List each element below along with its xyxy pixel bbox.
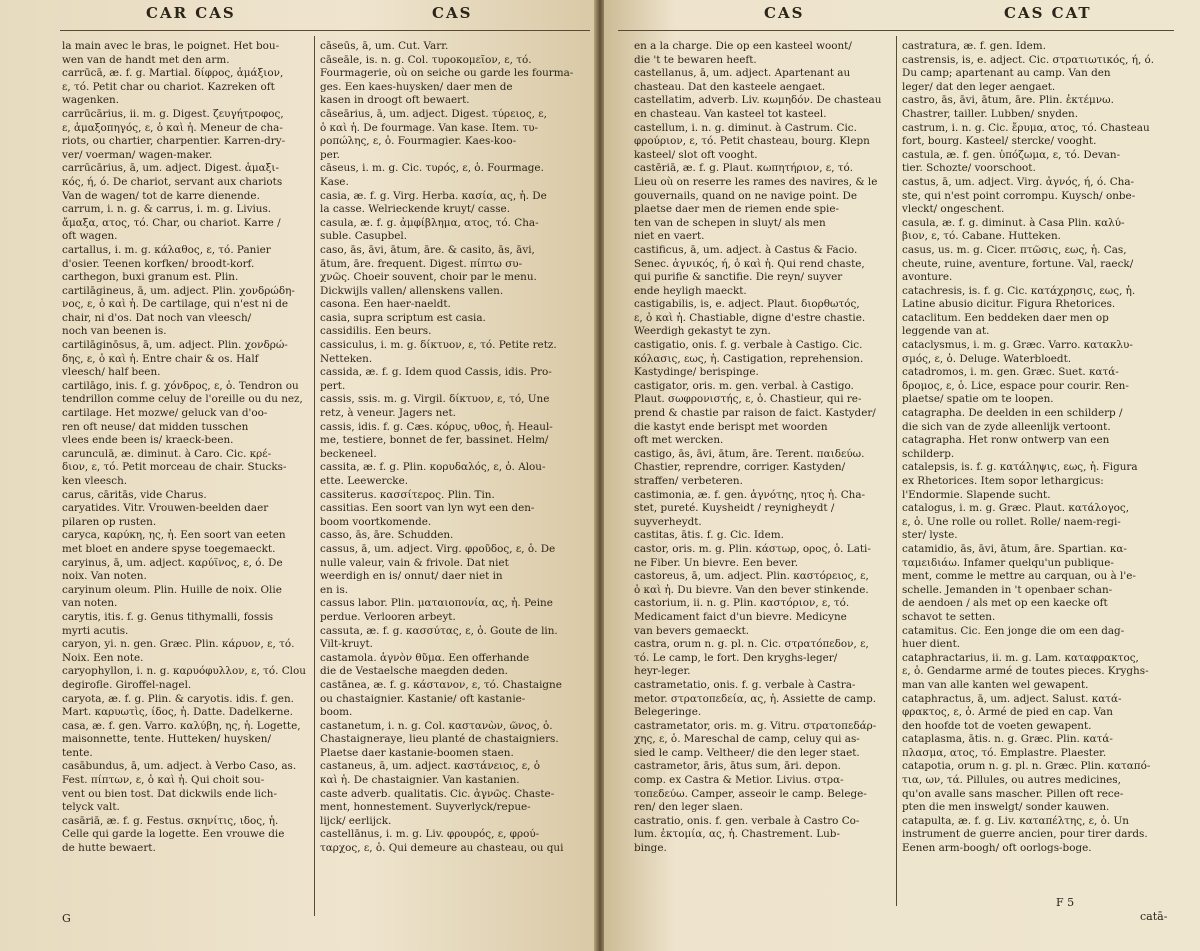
dictionary-line: Fest. πίπτων, ε, ὁ καὶ ἡ. Qui choit sou- — [62, 774, 265, 787]
dictionary-line: cassus labor. Plin. ματαιοπονία, ας, ἡ. Peine — [320, 597, 553, 610]
left-header-rule — [60, 30, 590, 31]
left-column-1 — [62, 40, 308, 856]
dictionary-line: me, testiere, bonnet de fer, bassinet. Helm/ — [320, 434, 549, 447]
dictionary-line: castratura, æ. f. gen. Idem. — [902, 40, 1046, 52]
dictionary-line: leger/ dat den leger aengaet. — [902, 80, 1056, 93]
dictionary-line: stet, pureté. Kuysheidt / reynigheydt / — [634, 502, 835, 515]
dictionary-line: beckeneel. — [320, 447, 377, 460]
dictionary-line: casula, æ. f. g. ἀμφίβλημα, ατος, τό. Cha- — [320, 216, 539, 229]
dictionary-line: die kastyt ende berispt met woorden — [634, 420, 828, 433]
dictionary-line: cassida, æ. f. g. Idem quod Cassis, idis. Pro- — [320, 366, 552, 379]
dictionary-line: Medicament faict d'un bievre. Medicyne — [634, 610, 847, 623]
dictionary-line: catamitus. Cic. Een jonge die om een dag- — [902, 624, 1125, 637]
dictionary-line: ou chastaignier. Kastanie/ oft kastanie- — [320, 692, 526, 705]
dictionary-line: kasteel/ slot oft vooght. — [634, 148, 758, 161]
dictionary-line: van noten. — [62, 597, 118, 610]
dictionary-line: Netteken. — [320, 352, 373, 365]
dictionary-line: ver/ voerman/ wagen-maker. — [62, 148, 213, 161]
dictionary-line: cāseāle, is. n. g. Col. τυροκομεῖον, ε, τό. — [320, 53, 532, 66]
dictionary-line: noch van beenen is. — [62, 325, 167, 338]
dictionary-line: carytis, itis. f. g. Genus tithymalli, fossis — [62, 610, 274, 623]
dictionary-line: weerdigh en is/ onnut/ daer niet in — [320, 570, 503, 583]
dictionary-line: caryca, καρύκη, ης, ἡ. Een soort van eeten — [62, 529, 286, 542]
dictionary-line: Du camp; apartenant au camp. Van den — [902, 67, 1111, 80]
dictionary-line: ex Rhetorices. Item sopor lethargicus: — [902, 475, 1104, 487]
dictionary-line: pert. — [320, 379, 346, 392]
dictionary-line: Fourmagerie, où on seiche ou garde les fourma- — [320, 67, 574, 80]
dictionary-line: castellum, i. n. g. diminut. à Castrum. Cic. — [634, 121, 857, 134]
dictionary-line: straffen/ verbeteren. — [634, 475, 743, 487]
dictionary-line: catalepsis, is. f. g. κατάληψις, εως, ἡ. Figura — [902, 461, 1138, 474]
dictionary-line: Celle qui garde la logette. Een vrouwe die — [62, 828, 285, 841]
dictionary-line: φρακτος, ε, ὁ. Armé de pied en cap. Van — [902, 706, 1113, 719]
dictionary-line: cataphractarius, ii. m. g. Lam. καταφρακτος, — [902, 651, 1139, 664]
dictionary-line: lijck/ eerlijck. — [320, 814, 392, 827]
dictionary-line: Mart. καρυωτὶς, ίδος, ἡ. Datte. Dadelkerne. — [62, 706, 293, 719]
dictionary-line: heyr-leger. — [634, 665, 691, 678]
dictionary-line: ne Fiber. Un bievre. Een bever. — [634, 556, 799, 569]
dictionary-line: φρούριον, ε, τό. Petit chasteau, bourg. Klepn — [634, 135, 870, 148]
dictionary-line: Latine abusio dicitur. Figura Rhetorices. — [902, 298, 1116, 311]
dictionary-line: τό. Le camp, le fort. Den kryghs-leger/ — [634, 651, 838, 664]
dictionary-line: cassis, ssis. m. g. Virgil. δίκτυον, ε, τό, Une — [320, 393, 550, 406]
dictionary-line: caryota, æ. f. g. Plin. & caryotis. idis. f. gen. — [62, 692, 294, 705]
dictionary-line: vent ou bien tost. Dat dickwils ende lich- — [62, 787, 277, 800]
dictionary-line: τοπεδεύω. Camper, asseoir le camp. Belege- — [634, 787, 867, 800]
dictionary-line: leggende van at. — [902, 325, 990, 338]
dictionary-line: castānea, æ. f. g. κάστανον, ε, τό. Chastaigne — [320, 678, 562, 691]
dictionary-line: carus, cāritās, vide Charus. — [62, 488, 207, 501]
dictionary-line: casābundus, ā, um. adject. à Verbo Caso, as. — [62, 760, 297, 773]
right-header-rule — [618, 30, 1174, 31]
dictionary-line: casus, us. m. g. Cicer. πτῶσις, εως, ἡ. Cas, — [902, 243, 1127, 256]
dictionary-line: schelle. Jemanden in 't openbaer schan- — [902, 583, 1113, 596]
dictionary-line: cartilāgineus, ā, um. adject. Plin. χονδρώδη- — [62, 284, 295, 297]
dictionary-line: casāriā, æ. f. g. Festus. σκηνίτις, ιδος, ἡ. — [62, 814, 279, 827]
dictionary-line: tente. — [62, 746, 93, 759]
dictionary-line: en a la charge. Die op een kasteel woont/ — [634, 40, 852, 52]
dictionary-line: man van alle kanten wel gewapent. — [902, 678, 1089, 691]
dictionary-line: cassita, æ. f. g. Plin. κορυδαλός, ε, ὁ. Alou- — [320, 461, 546, 474]
dictionary-line: casso, ās, āre. Schudden. — [320, 529, 454, 542]
dictionary-line: cataclysmus, i. m. g. Græc. Varro. κατακλυ- — [902, 339, 1133, 352]
dictionary-line: castrum, i. n. g. Cic. ἔρυμα, ατος, τό. Chasteau — [902, 121, 1150, 134]
dictionary-line: castus, ā, um. adject. Virg. ἁγνός, ή, ό. Cha- — [902, 175, 1135, 188]
right-page-catchword: catā- — [1140, 910, 1168, 923]
dictionary-line: retz, à veneur. Jagers net. — [320, 407, 456, 420]
dictionary-line: den hoofde tot de voeten gewapent. — [902, 719, 1092, 732]
dictionary-line: cataplasma, ātis. n. g. Græc. Plin. κατά- — [902, 733, 1113, 746]
dictionary-line: ende heyligh maeckt. — [634, 284, 747, 297]
dictionary-line: casona. Een haer-naeldt. — [320, 298, 451, 311]
dictionary-line: plaetse/ spatie om te loopen. — [902, 393, 1054, 406]
dictionary-line: de aendoen / als met op een kaecke oft — [902, 597, 1108, 610]
dictionary-line: met bloet en andere spyse toegemaeckt. — [62, 542, 276, 555]
dictionary-line: caryinum oleum. Plin. Huille de noix. Olie — [62, 583, 282, 596]
dictionary-line: degirofle. Giroffel-nagel. — [62, 678, 192, 691]
dictionary-line: castaneus, ā, um. adject. καστάνειος, ε, ὁ — [320, 760, 541, 773]
right-page — [604, 0, 1200, 951]
dictionary-line: caste adverb. qualitatis. Cic. ἁγνῶς. Chaste- — [320, 787, 555, 800]
dictionary-line: qui purifie & sanctifie. Die reyn/ suyver — [634, 271, 843, 284]
dictionary-line: cataphractus, ā, um. adject. Salust. κατά- — [902, 692, 1122, 705]
dictionary-line: διον, ε, τό. Petit morceau de chair. Stucks- — [62, 461, 287, 474]
dictionary-line: tendrillon comme celuy de l'oreille ou du nez, — [62, 393, 303, 406]
dictionary-line: καὶ ἡ. De chastaignier. Van kastanien. — [320, 774, 520, 787]
dictionary-line: schavot te setten. — [902, 610, 996, 623]
dictionary-line: catadromos, i. m. gen. Græc. Suet. κατά- — [902, 366, 1119, 379]
dictionary-line: tier. Schozte/ voorschoot. — [902, 162, 1036, 175]
dictionary-line: casa, æ. f. gen. Varro. καλύβη, ης, ἡ. Logette, — [62, 719, 301, 732]
dictionary-line: cassiterus. κασσίτερος. Plin. Tin. — [320, 488, 495, 501]
dictionary-line: per. — [320, 148, 340, 161]
dictionary-line: ste, qui n'est point corrompu. Kuysch/ onbe- — [902, 189, 1136, 202]
dictionary-line: carrūcārius, ii. m. g. Digest. ζευγήτροφος, — [62, 107, 284, 120]
dictionary-line: castēriā, æ. f. g. Plaut. κωπητήριον, ε, τό. — [634, 162, 854, 175]
dictionary-line: telyck valt. — [62, 801, 120, 814]
dictionary-line: ken vleesch. — [62, 475, 128, 487]
dictionary-line: castrensis, is, e. adject. Cic. στρατιωτικός, ή, ό. — [902, 53, 1155, 66]
dictionary-line: metor. στρατοπεδεία, ας, ἡ. Assiette de camp. — [634, 692, 877, 705]
dictionary-line: die 't te bewaren heeft. — [634, 53, 757, 66]
right-page-header-left: CAS — [764, 4, 805, 22]
dictionary-line: Weerdigh gekastyt te zyn. — [634, 325, 771, 338]
dictionary-line: ment, comme le mettre au carquan, ou à l'e- — [902, 570, 1136, 583]
dictionary-line: la main avec le bras, le poignet. Het bou- — [62, 40, 280, 52]
dictionary-line: comp. ex Castra & Metior. Livius. στρα- — [634, 774, 844, 787]
dictionary-line: die de Vestaelsche maegden deden. — [320, 665, 508, 678]
dictionary-line: ε, τό. Petit char ou chariot. Kazreken oft — [62, 80, 275, 93]
dictionary-line: Kase. — [320, 175, 349, 188]
dictionary-line: δης, ε, ὁ καὶ ἡ. Entre chair & os. Half — [62, 352, 259, 365]
dictionary-line: Senec. ἁγνικός, ή, ὁ καὶ ἡ. Qui rend chaste, — [634, 257, 865, 270]
dictionary-line: vlees ende been is/ kraeck-been. — [62, 434, 234, 447]
dictionary-line: κός, ή, ό. De chariot, servant aux chariots — [62, 175, 283, 188]
dictionary-line: chasteau. Dat den kasteele aengaet. — [634, 80, 826, 93]
dictionary-line: cataclitum. Een beddeken daer men op — [902, 311, 1109, 324]
dictionary-line: catalogus, i. m. g. Græc. Plaut. κατάλογος, — [902, 502, 1130, 515]
dictionary-line: castanetum, i. n. g. Col. καστανὼν, ῶνος, ὁ. — [320, 719, 553, 732]
dictionary-line: catagrapha. Het ronw ontwerp van een — [902, 434, 1110, 447]
dictionary-line: oft met wercken. — [634, 434, 724, 447]
dictionary-line: cāseus, i. m. g. Cic. τυρός, ε, ὁ. Fourmage. — [320, 162, 544, 175]
dictionary-line: casia, supra scriptum est casia. — [320, 311, 486, 324]
dictionary-line: Van de wagen/ tot de karre dienende. — [62, 189, 260, 202]
dictionary-line: huer dient. — [902, 638, 961, 651]
left-page — [0, 0, 596, 951]
dictionary-line: cassiculus, i. m. g. δίκτυον, ε, τό. Petite retz. — [320, 339, 557, 352]
dictionary-line: suble. Casupbel. — [320, 230, 408, 243]
dictionary-line: Kastydinge/ berispinge. — [634, 366, 759, 379]
dictionary-line: kasen in droogt oft bewaert. — [320, 94, 470, 107]
dictionary-line: Chastaigneraye, lieu planté de chastaigniers. — [320, 733, 559, 746]
dictionary-line: pten die men inswelgt/ sonder kauwen. — [902, 801, 1110, 814]
dictionary-line: catamidio, ās, āvi, ātum, āre. Spartian. κα- — [902, 542, 1127, 555]
dictionary-line: νος, ε, ὁ καὶ ἡ. De cartilage, qui n'est ni de — [62, 298, 289, 311]
right-column-2 — [902, 40, 1162, 856]
dictionary-line: noix. Van noten. — [62, 570, 147, 583]
dictionary-line: instrument de guerre ancien, pour tirer dards. — [902, 828, 1148, 841]
dictionary-line: δρομος, ε, ὁ. Lice, espace pour courir. Ren- — [902, 379, 1129, 392]
dictionary-line: Chastier, reprendre, corriger. Kastyden/ — [634, 461, 846, 474]
dictionary-line: χης, ε, ὁ. Mareschal de camp, celuy qui as- — [634, 733, 860, 746]
dictionary-line: ταρχος, ε, ὁ. Qui demeure au chasteau, ou qui — [320, 842, 564, 855]
dictionary-line: schilderp. — [902, 447, 955, 460]
dictionary-line: πλασμα, ατος, τό. Emplastre. Plaester. — [902, 746, 1107, 759]
dictionary-line: κόλασις, εως, ἡ. Castigation, reprehension. — [634, 352, 864, 365]
dictionary-line: caso, ās, āvi, ātum, āre. & casito, ās, āvi, — [320, 243, 535, 256]
right-column-1 — [634, 40, 896, 856]
dictionary-line: ε, ἁμαξοπηγός, ε, ὁ καὶ ἡ. Meneur de cha- — [62, 121, 283, 134]
dictionary-line: castrametor, āris, ātus sum, āri. depon. — [634, 760, 841, 773]
dictionary-line: castor, oris. m. g. Plin. κάστωρ, ορος, ὁ. Lati- — [634, 542, 871, 555]
dictionary-line: castificus, ā, um. adject. à Castus & Facio. — [634, 243, 858, 256]
dictionary-line: castra, orum n. g. pl. n. Cic. στρατόπεδον, ε, — [634, 638, 869, 651]
dictionary-line: nulle valeur, vain & frivole. Dat niet — [320, 556, 509, 569]
dictionary-line: vleckt/ ongeschent. — [902, 203, 1005, 216]
dictionary-line: Noix. Een note. — [62, 651, 144, 664]
dictionary-line: castellanus, ā, um. adject. Apartenant au — [634, 67, 851, 80]
dictionary-line: cassus, ā, um. adject. Virg. φροῦδος, ε, ὁ. De — [320, 542, 556, 555]
dictionary-line: caryon, yi. n. gen. Græc. Plin. κάρυον, ε, τό. — [62, 638, 295, 651]
dictionary-line: cartilāgo, inis. f. g. χόνδρος, ε, ὁ. Tendron ou — [62, 379, 299, 392]
dictionary-line: sied le camp. Veltheer/ die den leger staet. — [634, 746, 860, 759]
dictionary-line: castigator, oris. m. gen. verbal. à Castigo. — [634, 379, 854, 392]
dictionary-line: Plaetse daer kastanie-boomen staen. — [320, 746, 514, 759]
left-page-header-right: CAS — [432, 4, 473, 22]
dictionary-line: l'Endormie. Slapende sucht. — [902, 488, 1051, 501]
dictionary-line: carunculā, æ. diminut. à Caro. Cic. κρέ- — [62, 447, 272, 460]
dictionary-line: ὁ καὶ ἡ. Du bievre. Van den bever stinkende. — [634, 583, 869, 596]
dictionary-line: wen van de handt met den arm. — [62, 53, 230, 66]
dictionary-line: τια, ων, τά. Pillules, ou autres medicines, — [902, 774, 1121, 787]
dictionary-line: ges. Een kaes-huysken/ daer men de — [320, 80, 513, 93]
dictionary-line: d'osier. Teenen korfken/ broodt-korf. — [62, 257, 255, 270]
dictionary-line: castimonia, æ. f. gen. ἁγνότης, ητος ἡ. Cha- — [634, 488, 866, 501]
dictionary-line: boom voortkomende. — [320, 515, 432, 528]
dictionary-line: catachresis, is. f. g. Cic. κατάχρησις, εως, ἡ. — [902, 284, 1136, 297]
dictionary-line: carthegon, buxi granum est. Plin. — [62, 271, 239, 284]
dictionary-line: en is. — [320, 583, 349, 596]
dictionary-line: castula, æ. f. gen. ὑπόζωμα, ε, τό. Devan- — [902, 148, 1121, 161]
dictionary-line: Vilt-kruyt. — [320, 638, 373, 651]
dictionary-line: qu'on avalle sans mascher. Pillen oft rece- — [902, 787, 1124, 800]
dictionary-line: χνῶς. Choeir souvent, choir par le menu. — [320, 271, 537, 284]
dictionary-line: fort, bourg. Kasteel/ stercke/ vooght. — [902, 135, 1097, 148]
dictionary-line: pilaren op rusten. — [62, 515, 157, 528]
dictionary-line: castellatim, adverb. Liv. κωμηδόν. De chasteau — [634, 94, 882, 107]
dictionary-line: cartallus, i. m. g. κάλαθος, ε, τό. Panier — [62, 243, 271, 256]
dictionary-line: ren/ den leger slaen. — [634, 801, 743, 814]
dictionary-line: vleesch/ half been. — [62, 366, 161, 379]
right-page-signature: F 5 — [1056, 896, 1075, 909]
left-column-divider — [314, 36, 315, 916]
dictionary-line: perdue. Verlooren arbeyt. — [320, 610, 456, 623]
dictionary-line: Chastrer, tailler. Lubben/ snyden. — [902, 107, 1079, 120]
dictionary-line: castigo, ās, āvi, ātum, āre. Terent. παιδεύω. — [634, 447, 865, 460]
dictionary-line: carrūcā, æ. f. g. Martial. δίφρος, ἁμάξιον, — [62, 67, 284, 80]
dictionary-line: σμός, ε, ὁ. Deluge. Waterbloedt. — [902, 352, 1072, 365]
right-page-header-right: CAS CAT — [1004, 4, 1092, 22]
dictionary-line: ροπώλης, ε, ὁ. Fourmagier. Kaes-koo- — [320, 135, 517, 148]
dictionary-line: oft wagen. — [62, 230, 118, 243]
dictionary-line: castitas, ātis. f. g. Cic. Idem. — [634, 529, 784, 542]
dictionary-line: carrum, i. n. g. & carrus, i. m. g. Livius. — [62, 203, 272, 216]
left-page-header-left: CAR CAS — [146, 4, 236, 22]
dictionary-line: Eenen arm-boogh/ oft oorlogs-boge. — [902, 842, 1092, 855]
dictionary-line: ε, ὁ καὶ ἡ. Chastiable, digne d'estre chastie. — [634, 311, 866, 324]
dictionary-line: gouvernails, quand on ne navige point. De — [634, 189, 858, 202]
dictionary-line: casula, æ. f. g. diminut. à Casa Plin. καλύ- — [902, 216, 1125, 229]
dictionary-line: caryatides. Vitr. Vrouwen-beelden daer — [62, 502, 269, 515]
dictionary-line: ātum, āre. frequent. Digest. πίπτω συ- — [320, 257, 523, 270]
dictionary-line: die sich van de zyde alleenlijk vertoont. — [902, 420, 1111, 433]
dictionary-line: castigabilis, is, e. adject. Plaut. διορθωτός, — [634, 298, 860, 311]
dictionary-line: maisonnette, tente. Hutteken/ huysken/ — [62, 733, 271, 746]
dictionary-line: en chasteau. Van kasteel tot kasteel. — [634, 107, 827, 120]
dictionary-line: cāseūs, ā, um. Cut. Varr. — [320, 40, 449, 52]
dictionary-line: castoreus, ā, um. adject. Plin. καστόρειος, ε, — [634, 570, 869, 583]
dictionary-line: castorium, ii. n. g. Plin. καστόριον, ε, τό. — [634, 597, 850, 610]
dictionary-line: ὁ καὶ ἡ. De fourmage. Van kase. Item. τυ- — [320, 121, 539, 134]
dictionary-line: ε, ὁ. Une rolle ou rollet. Rolle/ naem-regi- — [902, 515, 1121, 528]
dictionary-line: catagrapha. De deelden in een schilderp / — [902, 407, 1123, 420]
dictionary-line: casia, æ. f. g. Virg. Herba. κασία, ας, ἡ. De — [320, 189, 547, 202]
dictionary-line: wagenken. — [62, 94, 120, 107]
dictionary-line: avonture. — [902, 271, 953, 284]
dictionary-line: ε, ὁ. Gendarme armé de toutes pieces. Kryghs- — [902, 665, 1149, 678]
dictionary-line: castratio, onis. f. gen. verbale à Castro Co- — [634, 814, 860, 827]
dictionary-line: binge. — [634, 842, 667, 855]
dictionary-line: la casse. Welrieckende kruyt/ casse. — [320, 203, 510, 216]
dictionary-line: caryinus, ā, um. adject. καρύϊνος, ε, ό. De — [62, 556, 283, 569]
dictionary-line: ette. Leewercke. — [320, 475, 409, 487]
right-column-divider — [896, 36, 897, 906]
dictionary-line: prend & chastie par raison de faict. Kastyder/ — [634, 407, 876, 420]
dictionary-line: castrametator, oris. m. g. Vitru. στρατοπεδάρ- — [634, 719, 877, 732]
dictionary-line: catapotia, orum n. g. pl. n. Græc. Plin. καταπό- — [902, 760, 1151, 773]
dictionary-line: carrūcārius, ā, um. adject. Digest. ἁμαξι- — [62, 162, 280, 175]
dictionary-line: castro, ās, āvi, ātum, āre. Plin. ἐκτέμνω. — [902, 94, 1114, 107]
dictionary-line: boom. — [320, 706, 353, 719]
dictionary-line: Plaut. σωφρονιστής, ε, ὁ. Chastieur, qui re- — [634, 393, 862, 406]
dictionary-line: castellānus, i. m. g. Liv. φρουρός, ε, φρού- — [320, 828, 540, 841]
dictionary-line: de hutte bewaert. — [62, 842, 156, 855]
dictionary-line: catapulta, æ. f. g. Liv. καταπέλτης, ε, ὁ. Un — [902, 814, 1129, 827]
dictionary-line: van bevers gemaeckt. — [634, 624, 750, 637]
dictionary-line: riots, ou chartier, charpentier. Karren-dry- — [62, 135, 286, 148]
dictionary-line: βιον, ε, τό. Cabane. Hutteken. — [902, 230, 1061, 243]
dictionary-line: chair, ni d'os. Dat noch van vleesch/ — [62, 311, 252, 324]
dictionary-line: plaetse daer men de riemen ende spie- — [634, 203, 839, 216]
dictionary-line: ταμειδιάω. Infamer quelqu'un publique- — [902, 556, 1114, 569]
left-page-signature: G — [62, 912, 71, 925]
dictionary-line: ren oft neuse/ dat midden tusschen — [62, 420, 249, 433]
dictionary-line: castrametatio, onis. f. g. verbale à Castra- — [634, 678, 856, 691]
dictionary-line: cassuta, æ. f. g. κασσύτας, ε, ὁ. Goute de lin. — [320, 624, 558, 637]
dictionary-line: ten van de schepen in sluyt/ als men — [634, 216, 826, 229]
dictionary-line: cartilage. Het mozwe/ geluck van d'oo- — [62, 407, 268, 420]
dictionary-line: cāseārius, ā, um. adject. Digest. τύρειος, ε, — [320, 107, 547, 120]
dictionary-line: castamola. ἁγνὸν θῦμα. Een offerhande — [320, 651, 530, 664]
dictionary-line: Lieu où on reserre les rames des navires, & le — [634, 175, 878, 188]
dictionary-line: ster/ lyste. — [902, 529, 958, 542]
dictionary-line: caryophyllon, i. n. g. καρυόφυλλον, ε, τό. Clou — [62, 665, 306, 678]
dictionary-line: lum. ἐκτομία, ας, ἡ. Chastrement. Lub- — [634, 828, 840, 841]
dictionary-line: ment, honnestement. Suyverlyck/repue- — [320, 801, 531, 814]
dictionary-line: Belegeringe. — [634, 706, 702, 719]
dictionary-line: Dickwijls vallen/ allenskens vallen. — [320, 284, 504, 297]
dictionary-line: cheute, ruine, aventure, fortune. Val, raeck/ — [902, 257, 1134, 270]
dictionary-line: cassitias. Een soort van lyn wyt een den- — [320, 502, 535, 515]
dictionary-line: castigatio, onis. f. g. verbale à Castigo. Cic. — [634, 339, 863, 352]
left-column-2 — [320, 40, 588, 856]
dictionary-line: cartilāginōsus, ā, um. adject. Plin. χονδρώ- — [62, 339, 288, 352]
dictionary-line: ἄμαξα, ατος, τό. Char, ou chariot. Karre / — [62, 216, 281, 229]
dictionary-line: myrti acutis. — [62, 624, 129, 637]
dictionary-line: cassis, idis. f. g. Cæs. κόρυς, υθος, ἡ. Heaul- — [320, 420, 553, 433]
dictionary-line: suyverheydt. — [634, 515, 702, 528]
dictionary-line: niet en vaert. — [634, 230, 705, 243]
dictionary-line: cassidilis. Een beurs. — [320, 325, 432, 338]
